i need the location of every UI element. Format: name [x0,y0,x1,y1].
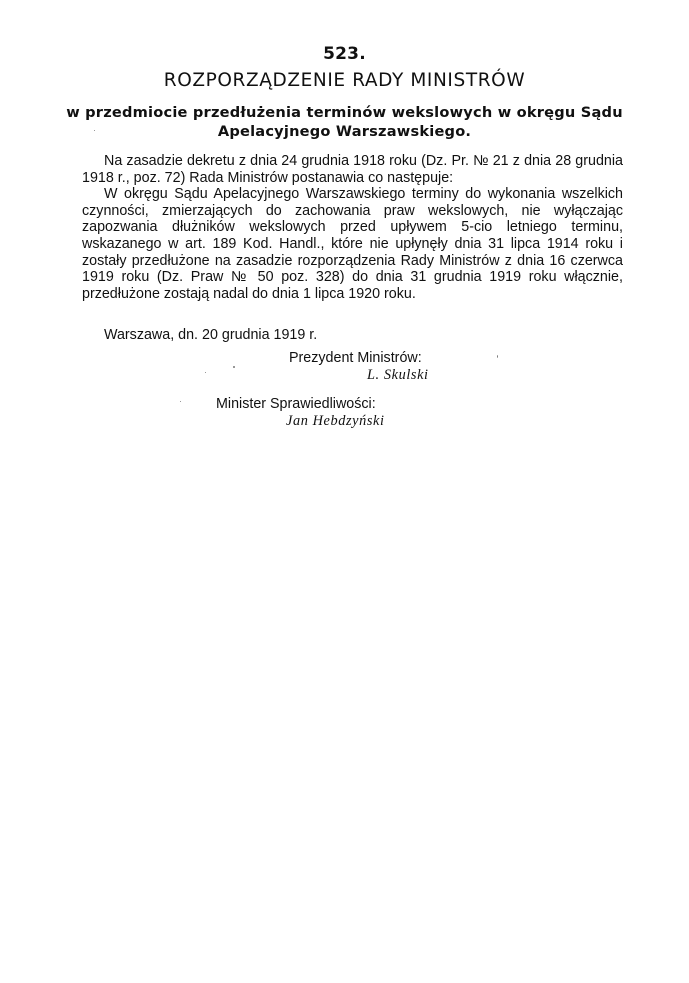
signature-role-2: Minister Sprawiedliwości: [216,396,376,412]
signature-name-1: L. Skulski [367,367,429,383]
scan-speck [205,372,206,373]
document-body [82,153,623,302]
paragraph-1: Na zasadzie dekretu z dnia 24 grudnia 1918 roku (Dz. Pr. № 21 z dnia 28 grudnia 1918 r., poz. 72) Rada Ministrów postanawia co następuje: [82,153,623,186]
paragraph-2: W okręgu Sądu Apelacyjnego Warszawskiego terminy do wykonania wszelkich czynności, zmierzających do zachowania praw wekslowych, nie wyłączając zapozwania dłużników wekslowych przed upływem 5-cio letniego terminu, wskazanego w art. 189 Kod. Handl., które nie upłynęły dnia 31 lipca 1914 roku i zostały przedłużone na zasadzie rozporządzenia Rady Ministrów z dnia 16 czerwca 1919 roku (Dz. Praw № 50 poz. 328) do dnia 31 grudnia 1919 roku włącznie, przedłużone zostają nadal do dnia 1 lipca 1920 roku. [82,186,623,302]
scan-speck [233,366,235,368]
scan-speck [497,355,498,358]
scan-speck [180,401,181,402]
signature-role-1: Prezydent Ministrów: [289,350,422,366]
document-subtitle: w przedmiocie przedłużenia terminów wekslowych w okręgu Sądu Apelacyjnego Warszawskiego. [66,104,623,140]
place-and-date: Warszawa, dn. 20 grudnia 1919 r. [104,327,318,343]
scan-speck [94,130,95,131]
document-title: ROZPORZĄDZENIE RADY MINISTRÓW [163,70,526,91]
document-number: 523. [323,44,366,64]
signature-name-2: Jan Hebdzyński [286,413,385,429]
